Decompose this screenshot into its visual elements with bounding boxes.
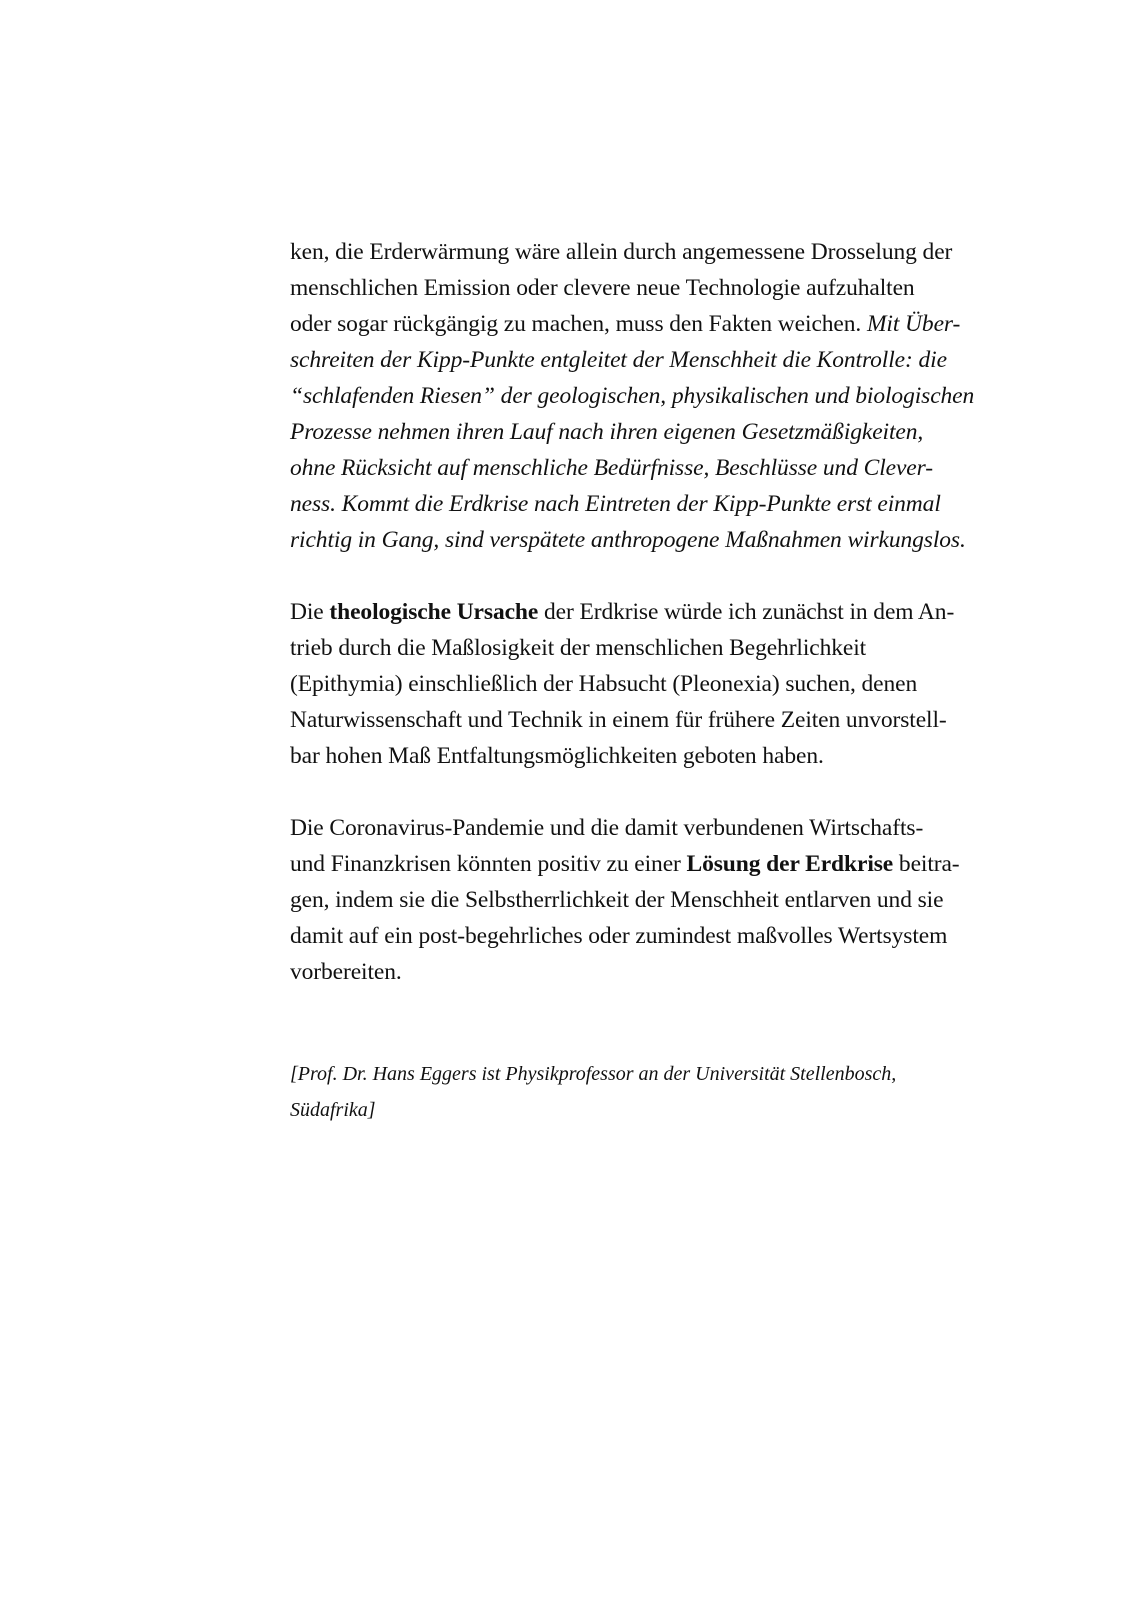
bold-term: theologische Ursache	[329, 599, 539, 625]
italic-text-run: Mit Über-	[866, 311, 961, 337]
text-line	[290, 306, 1015, 342]
text-line	[290, 594, 1015, 630]
paragraph-loesung	[290, 810, 1015, 990]
text-run: beitra-	[893, 851, 960, 877]
text-line	[290, 846, 1015, 882]
italic-text-line: schreiten der Kipp-Punkte entgleitet der Menschheit die Kontrolle: die	[290, 347, 947, 373]
paragraph-theologische-ursache	[290, 594, 1015, 774]
text-line: damit auf ein post-begehrliches oder zumindest maßvolles Wertsystem	[290, 923, 948, 949]
text-run: der Erdkrise würde ich zunächst in dem An-	[538, 599, 955, 625]
text-line: vorbereiten.	[290, 959, 402, 985]
bold-term: Lösung der Erdkrise	[686, 851, 894, 877]
text-run: und Finanzkrisen könnten positiv zu einer	[290, 851, 687, 877]
text-run: oder sogar rückgängig zu machen, muss den Fakten weichen.	[290, 311, 867, 337]
text-run: Die	[290, 599, 330, 625]
text-line: Naturwissenschaft und Technik in einem für frühere Zeiten unvorstell-	[290, 707, 947, 733]
italic-text-line: ness. Kommt die Erdkrise nach Eintreten der Kipp-Punkte erst einmal	[290, 491, 941, 517]
italic-text-line: richtig in Gang, sind verspätete anthropogene Maßnahmen wirkungslos.	[290, 527, 966, 553]
author-note-line: Südafrika]	[290, 1099, 376, 1121]
text-line: Die Coronavirus-Pandemie und die damit verbundenen Wirtschafts-	[290, 815, 924, 841]
italic-text-line: Prozesse nehmen ihren Lauf nach ihren eigenen Gesetzmäßigkeiten,	[290, 419, 924, 445]
author-note	[290, 1056, 1015, 1128]
text-line: bar hohen Maß Entfaltungsmöglichkeiten geboten haben.	[290, 743, 824, 769]
paragraph-kipp-punkte	[290, 234, 1015, 558]
text-line: ken, die Erderwärmung wäre allein durch angemessene Drosselung der	[290, 239, 953, 265]
text-line: (Epithymia) einschließlich der Habsucht (Pleonexia) suchen, denen	[290, 671, 918, 697]
italic-text-line: “schlafenden Riesen” der geologischen, physikalischen und biologischen	[290, 383, 975, 409]
author-note-line: [Prof. Dr. Hans Eggers ist Physikprofessor an der Universität Stellenbosch,	[290, 1063, 897, 1085]
text-line: menschlichen Emission oder clevere neue Technologie aufzuhalten	[290, 275, 915, 301]
text-line: gen, indem sie die Selbstherrlichkeit der Menschheit entlarven und sie	[290, 887, 944, 913]
italic-text-line: ohne Rücksicht auf menschliche Bedürfnisse, Beschlüsse und Clever-	[290, 455, 933, 481]
text-line: trieb durch die Maßlosigkeit der menschlichen Begehrlichkeit	[290, 635, 867, 661]
